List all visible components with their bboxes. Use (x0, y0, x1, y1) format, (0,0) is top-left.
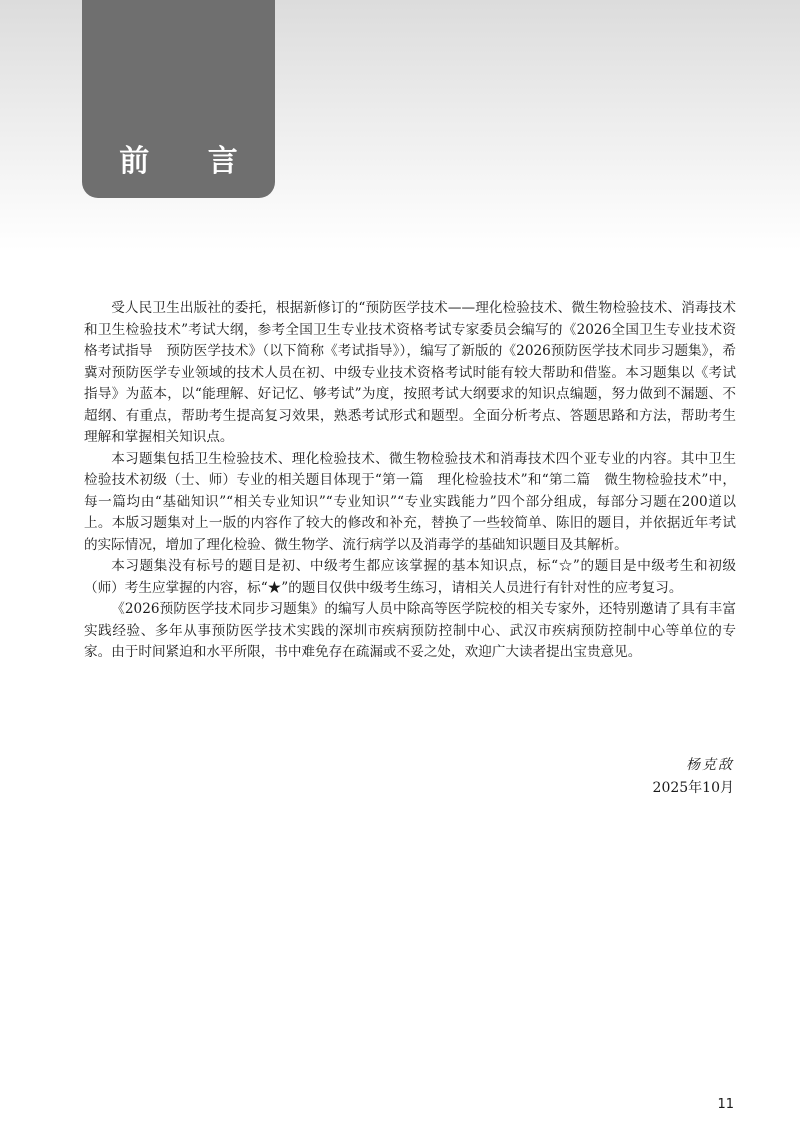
signature-date: 2025年10月 (652, 780, 734, 796)
paragraph: 本习题集包括卫生检验技术、理化检验技术、微生物检验技术和消毒技术四个亚专业的内容。其中卫生检验技术初级（士、师）专业的相关题目体现于“第一篇 理化检验技术”和“第二篇 微生物检验技术”中，每一篇均由“基础知识”“相关专业知识”“专业知识”“专业实践能力”四个部分组成，每部分习题在200道以上。本版习题集对上一版的内容作了较大的修改和补充，替换了一些较简单、陈旧的题目，并依据近年考试的实际情况，增加了理化检验、微生物学、流行病学以及消毒学的基础知识题目及其解析。 (84, 450, 736, 553)
author-name: 杨克敌 (686, 757, 734, 773)
paragraph: 《2026预防医学技术同步习题集》的编写人员中除高等医学院校的相关专家外，还特别邀请了具有丰富实践经验、多年从事预防医学技术实践的深圳市疾病预防控制中心、武汉市疾病预防控制中心等单位的专家。由于时间紧迫和水平所限，书中难免存在疏漏或不妥之处，欢迎广大读者提出宝贵意见。 (84, 601, 736, 660)
paragraph: 本习题集没有标号的题目是初、中级考生都应该掌握的基本知识点，标“☆”的题目是中级考生和初级（师）考生应掌握的内容，标“★”的题目仅供中级考生练习，请相关人员进行有针对性的应考复习。 (84, 558, 736, 596)
preface-body (84, 298, 736, 664)
paragraph: 受人民卫生出版社的委托，根据新修订的“预防医学技术——理化检验技术、微生物检验技术、消毒技术和卫生检验技术”考试大纲，参考全国卫生专业技术资格考试专家委员会编写的《2026全国卫生专业技术资格考试指导 预防医学技术》（以下简称《考试指导》），编写了新版的《2026预防医学技术同步习题集》，希冀对预防医学专业领域的技术人员在初、中级专业技术资格考试时能有较大帮助和借鉴。本习题集以《考试指导》为蓝本，以“能理解、好记忆、够考试”为度，按照考试大纲要求的知识点编题，努力做到不漏题、不超纲、有重点，帮助考生提高复习效果，熟悉考试形式和题型。全面分析考点、答题思路和方法，帮助考生理解和掌握相关知识点。 (84, 300, 736, 445)
page-title: 前 言 (119, 144, 262, 179)
page-number: 11 (717, 1097, 734, 1112)
title-tab (82, 0, 275, 198)
